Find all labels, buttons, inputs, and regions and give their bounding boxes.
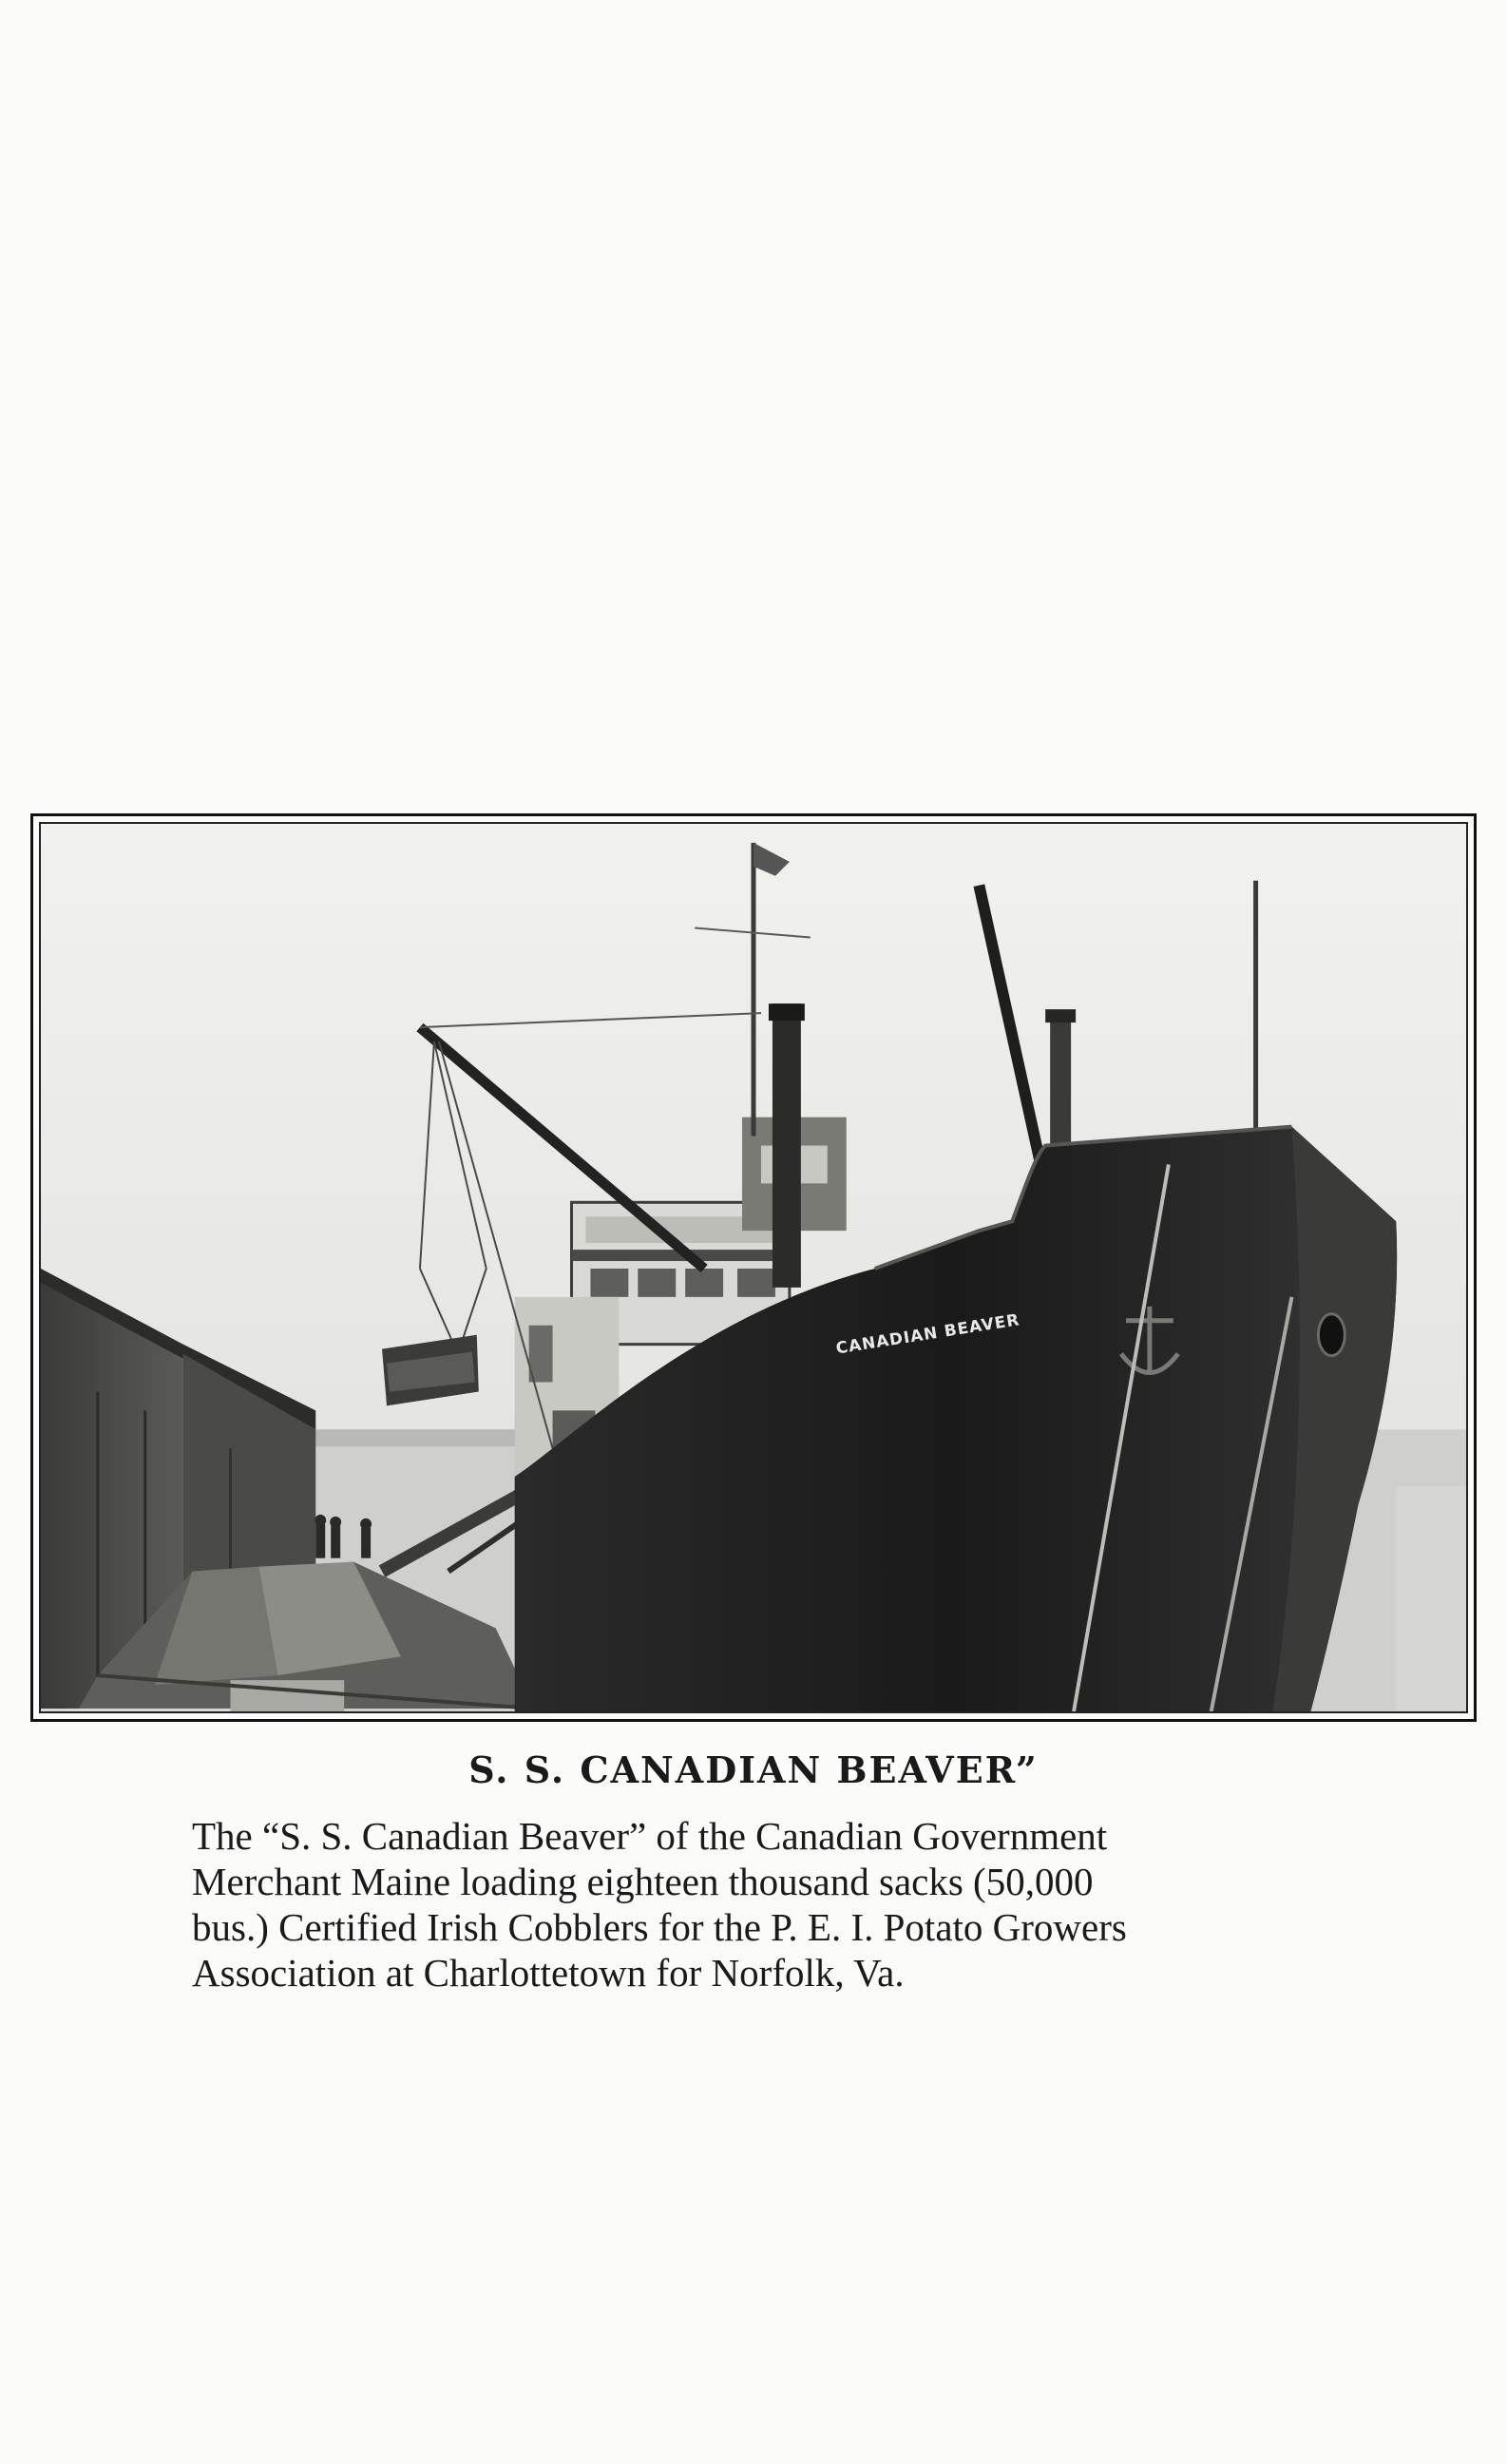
distant-shore xyxy=(296,1429,543,1446)
ship-photograph-drawing xyxy=(41,824,1466,1711)
far-water xyxy=(1396,1486,1466,1711)
photo-frame xyxy=(30,813,1477,1722)
caption-line: Merchant Maine loading eighteen thousand sacks (50,000 xyxy=(192,1860,1094,1903)
ship-photograph xyxy=(39,822,1468,1713)
caption-line: bus.) Certified Irish Cobblers for the P. E. I. Potato Growers xyxy=(192,1905,1127,1949)
caption-title: S. S. CANADIAN BEAVER” xyxy=(468,1748,1039,1791)
caption-line: Association at Charlottetown for Norfolk, Va. xyxy=(192,1951,905,1995)
caption-line: The “S. S. Canadian Beaver” of the Canadian Government xyxy=(192,1814,1108,1858)
hull-lettering: CANADIAN BEAVER xyxy=(834,1309,1021,1358)
funnel xyxy=(773,1003,801,1288)
caption-body xyxy=(192,1813,1342,1996)
